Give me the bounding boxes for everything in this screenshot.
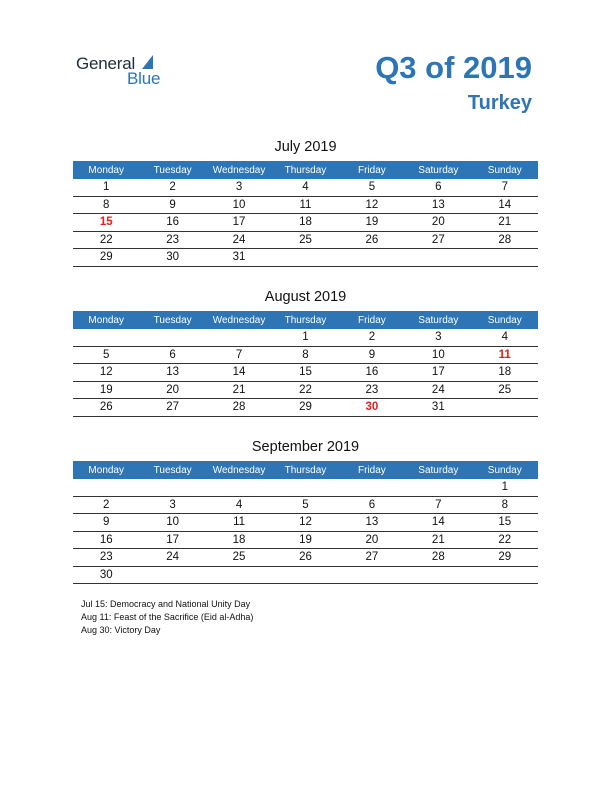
day-cell: 21 xyxy=(472,214,538,232)
empty-day-cell xyxy=(472,566,538,584)
day-cell: 16 xyxy=(339,364,405,382)
day-cell: 22 xyxy=(73,231,139,249)
day-cell: 8 xyxy=(73,196,139,214)
day-cell: 24 xyxy=(139,549,205,567)
day-cell: 13 xyxy=(139,364,205,382)
empty-day-cell xyxy=(405,566,471,584)
weekday-header: Wednesday xyxy=(206,461,272,479)
week-row xyxy=(73,549,538,567)
week-row xyxy=(73,231,538,249)
weekday-header: Monday xyxy=(73,161,139,179)
weekday-header: Tuesday xyxy=(139,161,205,179)
day-cell: 27 xyxy=(339,549,405,567)
day-cell: 26 xyxy=(73,399,139,417)
weekday-header: Friday xyxy=(339,311,405,329)
day-cell: 5 xyxy=(272,496,338,514)
week-row xyxy=(73,531,538,549)
day-cell: 3 xyxy=(139,496,205,514)
day-cell: 7 xyxy=(472,179,538,196)
day-cell: 15 xyxy=(73,214,139,232)
day-cell: 19 xyxy=(272,531,338,549)
day-cell: 14 xyxy=(472,196,538,214)
empty-day-cell xyxy=(139,566,205,584)
day-cell: 23 xyxy=(339,381,405,399)
day-cell: 20 xyxy=(405,214,471,232)
day-cell: 26 xyxy=(339,231,405,249)
day-cell: 9 xyxy=(73,514,139,532)
day-cell: 21 xyxy=(405,531,471,549)
day-cell: 10 xyxy=(139,514,205,532)
empty-day-cell xyxy=(272,249,338,267)
weekday-header: Friday xyxy=(339,161,405,179)
day-cell: 12 xyxy=(73,364,139,382)
weekday-header: Tuesday xyxy=(139,311,205,329)
week-row xyxy=(73,214,538,232)
day-cell: 6 xyxy=(339,496,405,514)
day-cell: 20 xyxy=(139,381,205,399)
weekday-header: Saturday xyxy=(405,161,471,179)
weekday-header-row xyxy=(73,161,538,179)
weekday-header: Monday xyxy=(73,311,139,329)
day-cell: 23 xyxy=(73,549,139,567)
calendar-table xyxy=(73,311,538,417)
week-row xyxy=(73,364,538,382)
day-cell: 16 xyxy=(73,531,139,549)
day-cell: 9 xyxy=(339,346,405,364)
day-cell: 1 xyxy=(73,179,139,196)
week-row xyxy=(73,329,538,346)
day-cell: 25 xyxy=(472,381,538,399)
day-cell: 17 xyxy=(139,531,205,549)
day-cell: 13 xyxy=(405,196,471,214)
day-cell: 9 xyxy=(139,196,205,214)
holiday-note: Jul 15: Democracy and National Unity Day xyxy=(81,599,251,609)
day-cell: 2 xyxy=(73,496,139,514)
day-cell: 2 xyxy=(339,329,405,346)
country-label: Turkey xyxy=(467,92,532,114)
day-cell: 30 xyxy=(139,249,205,267)
calendar-table xyxy=(73,461,538,584)
week-row xyxy=(73,399,538,417)
day-cell: 15 xyxy=(472,514,538,532)
day-cell: 2 xyxy=(139,179,205,196)
week-row xyxy=(73,514,538,532)
weekday-header: Wednesday xyxy=(206,311,272,329)
day-cell: 14 xyxy=(206,364,272,382)
empty-day-cell xyxy=(206,479,272,496)
day-cell: 28 xyxy=(472,231,538,249)
weekday-header: Saturday xyxy=(405,461,471,479)
weekday-header-row xyxy=(73,311,538,329)
day-cell: 19 xyxy=(73,381,139,399)
holiday-notes xyxy=(81,598,253,637)
day-cell: 8 xyxy=(272,346,338,364)
day-cell: 4 xyxy=(272,179,338,196)
day-cell: 14 xyxy=(405,514,471,532)
day-cell: 22 xyxy=(472,531,538,549)
day-cell: 26 xyxy=(272,549,338,567)
day-cell: 28 xyxy=(206,399,272,417)
day-cell: 12 xyxy=(339,196,405,214)
day-cell: 23 xyxy=(139,231,205,249)
empty-day-cell xyxy=(272,479,338,496)
day-cell: 6 xyxy=(405,179,471,196)
day-cell: 29 xyxy=(73,249,139,267)
month-title: July 2019 xyxy=(274,139,337,155)
empty-day-cell xyxy=(206,566,272,584)
empty-day-cell xyxy=(139,329,205,346)
week-row xyxy=(73,346,538,364)
day-cell: 1 xyxy=(272,329,338,346)
day-cell: 3 xyxy=(405,329,471,346)
day-cell: 27 xyxy=(405,231,471,249)
weekday-header: Sunday xyxy=(472,161,538,179)
day-cell: 7 xyxy=(405,496,471,514)
empty-day-cell xyxy=(139,479,205,496)
empty-day-cell xyxy=(73,479,139,496)
empty-day-cell xyxy=(272,566,338,584)
day-cell: 1 xyxy=(472,479,538,496)
day-cell: 31 xyxy=(206,249,272,267)
day-cell: 21 xyxy=(206,381,272,399)
day-cell: 5 xyxy=(339,179,405,196)
day-cell: 6 xyxy=(139,346,205,364)
month-september xyxy=(73,437,538,584)
week-row xyxy=(73,179,538,196)
weekday-header-row xyxy=(73,461,538,479)
day-cell: 30 xyxy=(339,399,405,417)
weekday-header: Thursday xyxy=(272,461,338,479)
empty-day-cell xyxy=(73,329,139,346)
day-cell: 12 xyxy=(272,514,338,532)
empty-day-cell xyxy=(405,249,471,267)
week-row xyxy=(73,479,538,496)
week-row xyxy=(73,381,538,399)
day-cell: 13 xyxy=(339,514,405,532)
day-cell: 28 xyxy=(405,549,471,567)
weekday-header: Wednesday xyxy=(206,161,272,179)
weekday-header: Thursday xyxy=(272,311,338,329)
day-cell: 30 xyxy=(73,566,139,584)
day-cell: 29 xyxy=(272,399,338,417)
day-cell: 7 xyxy=(206,346,272,364)
day-cell: 4 xyxy=(472,329,538,346)
day-cell: 3 xyxy=(206,179,272,196)
empty-day-cell xyxy=(472,249,538,267)
holiday-note: Aug 11: Feast of the Sacrifice (Eid al-Adha) xyxy=(81,612,254,622)
empty-day-cell xyxy=(206,329,272,346)
empty-day-cell xyxy=(472,399,538,417)
week-row xyxy=(73,496,538,514)
empty-day-cell xyxy=(405,479,471,496)
day-cell: 18 xyxy=(206,531,272,549)
week-row xyxy=(73,249,538,267)
day-cell: 11 xyxy=(472,346,538,364)
weekday-header: Sunday xyxy=(472,311,538,329)
day-cell: 11 xyxy=(272,196,338,214)
month-august xyxy=(73,287,538,417)
day-cell: 18 xyxy=(272,214,338,232)
day-cell: 11 xyxy=(206,514,272,532)
day-cell: 25 xyxy=(272,231,338,249)
day-cell: 31 xyxy=(405,399,471,417)
day-cell: 10 xyxy=(405,346,471,364)
day-cell: 27 xyxy=(139,399,205,417)
logo xyxy=(76,52,176,92)
day-cell: 18 xyxy=(472,364,538,382)
day-cell: 20 xyxy=(339,531,405,549)
week-row xyxy=(73,196,538,214)
day-cell: 17 xyxy=(206,214,272,232)
logo-text-blue: Blue xyxy=(127,69,161,88)
month-july xyxy=(73,137,538,267)
day-cell: 24 xyxy=(206,231,272,249)
day-cell: 4 xyxy=(206,496,272,514)
logo-text-general: General xyxy=(76,54,136,73)
weekday-header: Monday xyxy=(73,461,139,479)
weekday-header: Tuesday xyxy=(139,461,205,479)
day-cell: 17 xyxy=(405,364,471,382)
day-cell: 22 xyxy=(272,381,338,399)
day-cell: 15 xyxy=(272,364,338,382)
day-cell: 8 xyxy=(472,496,538,514)
holiday-note: Aug 30: Victory Day xyxy=(81,625,161,635)
day-cell: 5 xyxy=(73,346,139,364)
weekday-header: Saturday xyxy=(405,311,471,329)
weekday-header: Sunday xyxy=(472,461,538,479)
empty-day-cell xyxy=(339,249,405,267)
calendar-table xyxy=(73,161,538,267)
empty-day-cell xyxy=(339,479,405,496)
month-title: August 2019 xyxy=(264,289,347,305)
day-cell: 25 xyxy=(206,549,272,567)
day-cell: 10 xyxy=(206,196,272,214)
day-cell: 29 xyxy=(472,549,538,567)
day-cell: 16 xyxy=(139,214,205,232)
day-cell: 19 xyxy=(339,214,405,232)
empty-day-cell xyxy=(339,566,405,584)
logo-triangle-icon xyxy=(142,55,153,69)
day-cell: 24 xyxy=(405,381,471,399)
week-row xyxy=(73,566,538,584)
weekday-header: Thursday xyxy=(272,161,338,179)
month-title: September 2019 xyxy=(251,439,360,455)
weekday-header: Friday xyxy=(339,461,405,479)
page-title: Q3 of 2019 xyxy=(375,50,532,85)
